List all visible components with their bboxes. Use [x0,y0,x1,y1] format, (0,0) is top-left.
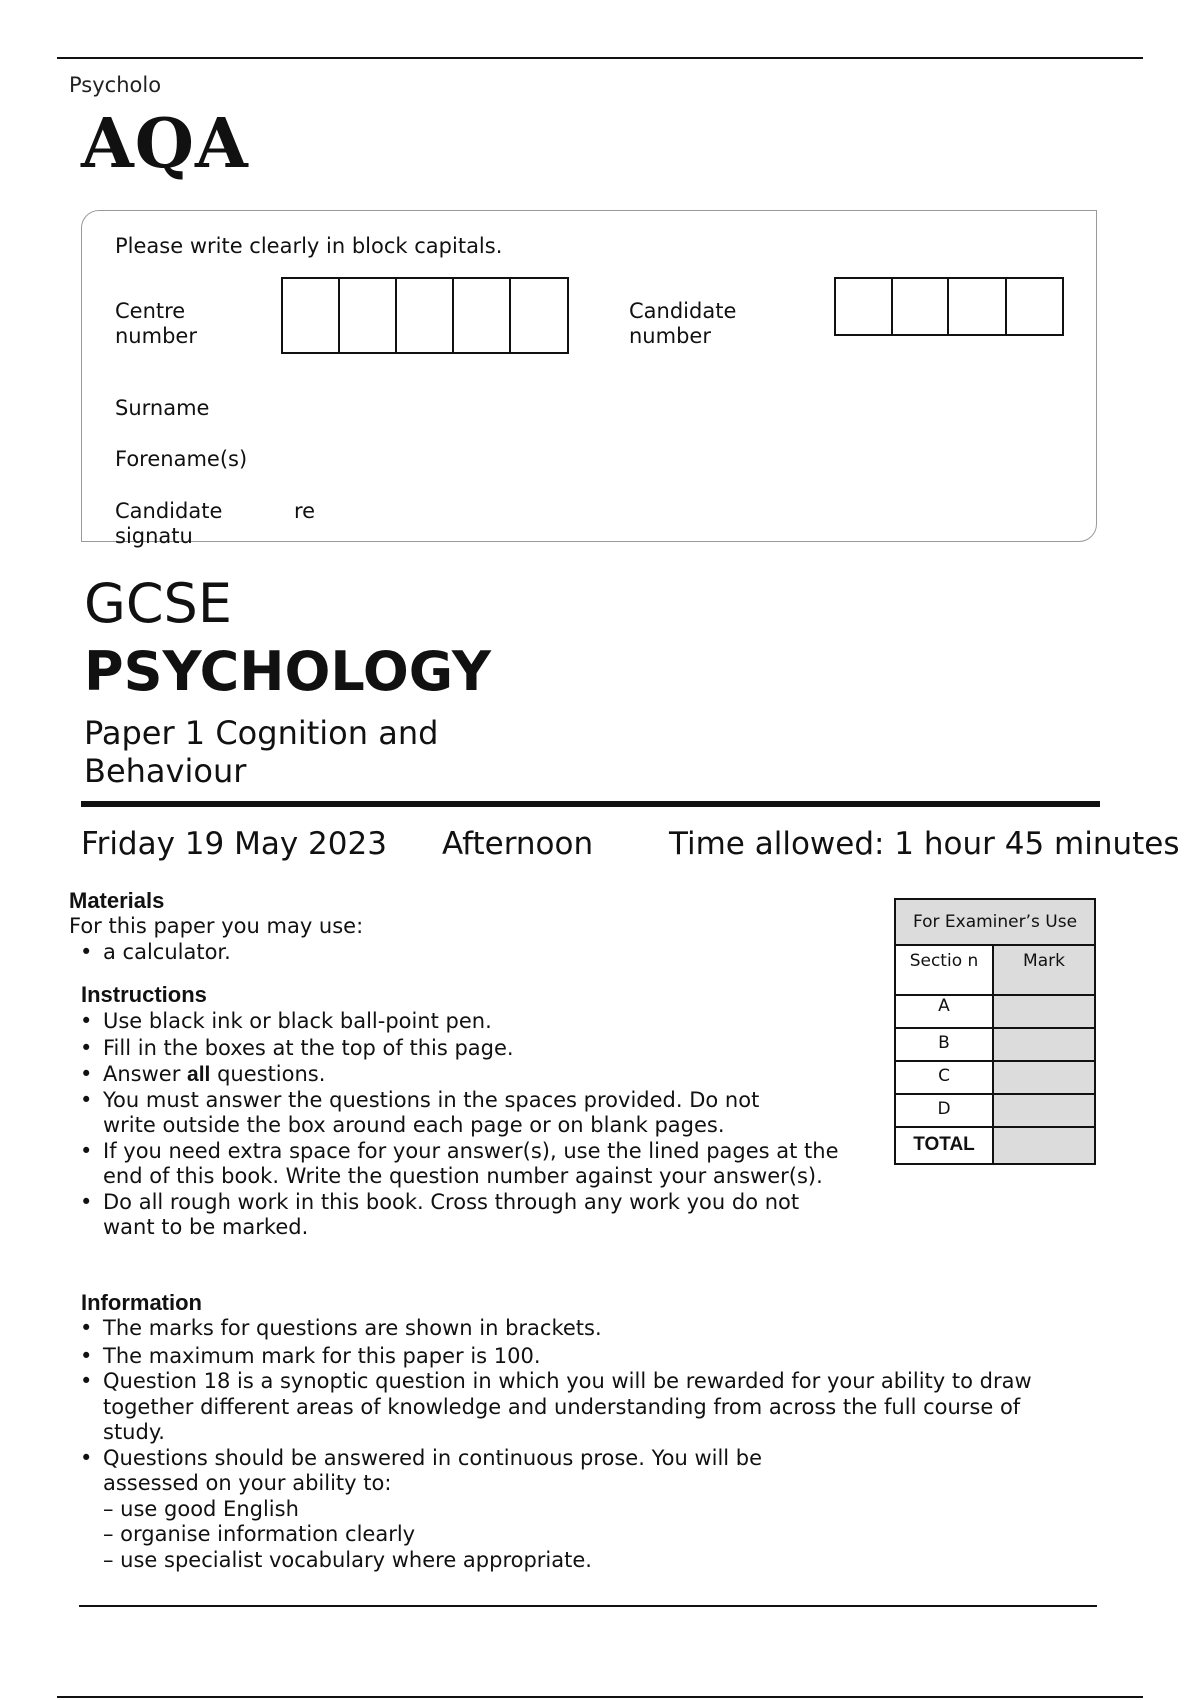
bottom-rule [79,1605,1097,1607]
section-label: B [896,1029,994,1060]
candidate-details-box [81,210,1097,548]
examiners-table-row [896,1093,1094,1126]
instruction-item: • You must answer the questions in the spaces provided. Do not write outside the box around each page or on blank pages. [69,1088,803,1139]
materials-intro: For this paper you may use: [69,914,364,938]
aqa-logo: AQA [81,104,249,184]
paper-title: Paper 1 Cognition and Behaviour [84,714,439,790]
materials-item: • a calculator. [69,940,869,966]
centre-number-label: Centre number [115,299,197,348]
information-section [69,1290,1069,1573]
instruction-item: • If you need extra space for your answer(s), use the lined pages at the end of this book. Write the question number against your answer(s). [69,1139,849,1190]
information-heading: Information [81,1290,202,1315]
candidate-number-boxes [834,277,1064,336]
title-rule [81,801,1100,807]
instructions-heading: Instructions [81,982,207,1007]
instruction-item: • Fill in the boxes at the top of this page. [69,1036,849,1062]
qualification-title: GCSE [84,572,232,635]
instruction-item: • Do all rough work in this book. Cross through any work you do not want to be marked. [69,1190,803,1241]
exam-session: Afternoon [442,826,594,862]
information-subitem: – use good English [103,1496,299,1521]
candidate-signature-label: Candidate signatu [115,499,223,548]
total-label: TOTAL [896,1128,994,1163]
information-subitem: – use specialist vocabulary where appropriate. [103,1547,592,1572]
candidate-number-digit-box[interactable] [893,279,950,334]
centre-number-digit-box[interactable] [511,279,567,352]
examiners-table-total-row [896,1126,1094,1163]
examiners-table-title: For Examiner’s Use [912,912,1078,932]
forenames-label: Forename(s) [115,447,248,471]
centre-number-digit-box[interactable] [340,279,397,352]
instructions-section [69,982,849,1241]
section-label: A [896,996,994,1027]
top-rule [57,57,1143,59]
mark-column-header: Mark [994,946,1094,994]
examiners-table-row [896,1027,1094,1060]
examiners-table-row [896,994,1094,1027]
examiners-table-title-row [896,900,1094,944]
block-capitals-prompt: Please write clearly in block capitals. [115,234,503,258]
centre-number-digit-box[interactable] [283,279,340,352]
centre-number-digit-box[interactable] [397,279,454,352]
information-item: • The maximum mark for this paper is 100. [69,1344,1069,1370]
information-item: • The marks for questions are shown in brackets. [69,1316,1069,1342]
candidate-number-digit-box[interactable] [1007,279,1063,334]
materials-section [69,888,869,965]
examiners-table-header-row [896,944,1094,994]
total-mark-cell[interactable] [994,1128,1094,1163]
materials-heading: Materials [69,888,165,913]
surname-label: Surname [115,396,210,420]
mark-cell[interactable] [994,996,1094,1027]
examiners-table-row [896,1060,1094,1093]
mark-cell[interactable] [994,1095,1094,1126]
page-foot-rule [57,1696,1143,1698]
candidate-number-digit-box[interactable] [949,279,1007,334]
time-allowed: Time allowed: 1 hour 45 minutes [669,826,1180,862]
mark-cell[interactable] [994,1062,1094,1093]
section-label: C [896,1062,994,1093]
centre-number-boxes [281,277,569,354]
exam-date: Friday 19 May 2023 [81,826,387,862]
information-item: • Question 18 is a synoptic question in which you will be rewarded for your ability to draw together different areas of knowledge and understanding from across the full course of study. [69,1369,1033,1446]
signature-label-fragment: re [294,499,316,523]
section-column-header: Sectio n [896,946,994,994]
running-head: Psycholo [69,73,162,97]
instruction-item: • Answer all questions. [69,1062,849,1088]
mark-cell[interactable] [994,1029,1094,1060]
information-subitem: – organise information clearly [103,1522,416,1546]
instruction-item: • Use black ink or black ball-point pen. [69,1009,849,1035]
examiners-use-table [894,898,1096,1165]
section-label: D [896,1095,994,1126]
information-item: • Questions should be answered in continuous prose. You will be assessed on your ability to: – use good English – organise information clearly – use specialist vocabulary where appropriate. [69,1446,823,1574]
information-list [69,1316,1069,1573]
centre-number-digit-box[interactable] [454,279,511,352]
materials-list [69,940,869,966]
subject-title: PSYCHOLOGY [84,640,492,703]
candidate-number-digit-box[interactable] [836,279,893,334]
candidate-number-label: Candidate number [629,299,737,348]
instructions-list [69,1009,849,1241]
